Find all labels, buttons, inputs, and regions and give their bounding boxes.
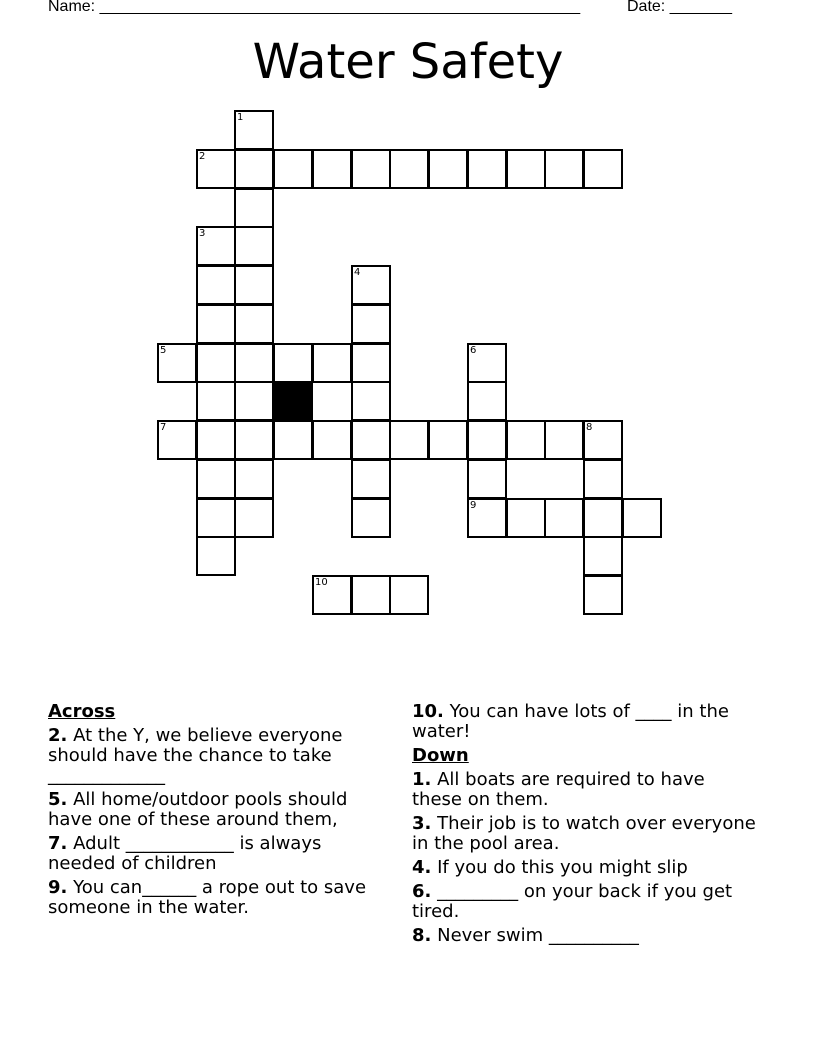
grid-cell[interactable] (234, 188, 274, 228)
grid-cell[interactable] (583, 575, 623, 615)
grid-cell[interactable] (467, 381, 507, 421)
clue-across-2: 2. At the Y, we believe everyone should have the chance to take _____________ (48, 725, 343, 786)
grid-cell[interactable] (544, 420, 584, 460)
across-heading: Across (48, 701, 116, 722)
grid-cell[interactable] (234, 459, 274, 499)
grid-cell[interactable] (312, 149, 352, 189)
grid-cell[interactable] (157, 343, 197, 383)
grid-cell[interactable] (389, 575, 429, 615)
clue-number: 2 (199, 151, 206, 162)
grid-cell[interactable] (351, 498, 391, 538)
grid-cell[interactable] (467, 420, 507, 460)
grid-cell[interactable] (196, 343, 236, 383)
page-title: Water Safety (252, 34, 564, 90)
grid-cell[interactable] (506, 498, 546, 538)
grid-cell[interactable] (467, 149, 507, 189)
grid-cell[interactable] (506, 149, 546, 189)
grid-cell[interactable] (196, 381, 236, 421)
grid-cell[interactable] (583, 420, 623, 460)
grid-cell[interactable] (428, 420, 468, 460)
clue-number: 4 (354, 267, 361, 278)
grid-cell[interactable] (351, 343, 391, 383)
grid-cell[interactable] (583, 536, 623, 576)
grid-cell[interactable] (351, 149, 391, 189)
grid-cell[interactable] (234, 381, 274, 421)
grid-cell[interactable] (234, 498, 274, 538)
grid-cell[interactable] (389, 149, 429, 189)
grid-cell[interactable] (273, 420, 313, 460)
grid-cell[interactable] (467, 343, 507, 383)
grid-cell[interactable] (196, 498, 236, 538)
grid-cell[interactable] (544, 149, 584, 189)
grid-cell[interactable] (312, 575, 352, 615)
grid-cell[interactable] (196, 265, 236, 305)
down-heading: Down (412, 745, 469, 766)
grid-cell[interactable] (234, 420, 274, 460)
grid-cell[interactable] (467, 498, 507, 538)
clue-number: 5 (160, 345, 167, 356)
grid-cell[interactable] (234, 304, 274, 344)
clue-number: 9 (470, 500, 477, 511)
grid-cell[interactable] (544, 498, 584, 538)
grid-cell[interactable] (196, 304, 236, 344)
grid-cell[interactable] (196, 420, 236, 460)
grid-cell[interactable] (234, 343, 274, 383)
grid-cell[interactable] (196, 226, 236, 266)
black-cell (273, 381, 313, 421)
grid-cell[interactable] (234, 265, 274, 305)
clue-number: 8 (586, 422, 593, 433)
clues-column-right (412, 702, 757, 950)
grid-cell[interactable] (428, 149, 468, 189)
grid-cell[interactable] (583, 459, 623, 499)
clue-across-7: 7. Adult ____________ is always needed of children (48, 833, 322, 874)
grid-cell[interactable] (467, 459, 507, 499)
clue-down-3: 3. Their job is to watch over everyone in the pool area. (412, 813, 756, 854)
grid-cell[interactable] (506, 420, 546, 460)
clue-number: 10 (315, 577, 328, 588)
grid-cell[interactable] (273, 343, 313, 383)
clue-number: 1 (237, 112, 244, 123)
clue-number: 6 (470, 345, 477, 356)
grid-cell[interactable] (312, 343, 352, 383)
grid-cell[interactable] (196, 149, 236, 189)
name-field-label: Name: ______________________________________________________ (48, 0, 581, 15)
grid-cell[interactable] (583, 149, 623, 189)
grid-cell[interactable] (196, 459, 236, 499)
grid-cell[interactable] (351, 304, 391, 344)
clue-number: 7 (160, 422, 167, 433)
grid-cell[interactable] (157, 420, 197, 460)
clues-column-left (48, 702, 393, 922)
grid-cell[interactable] (351, 420, 391, 460)
clue-across-5: 5. All home/outdoor pools should have one of these around them, (48, 789, 348, 830)
grid-cell[interactable] (234, 149, 274, 189)
grid-cell[interactable] (351, 575, 391, 615)
grid-cell[interactable] (234, 110, 274, 150)
grid-cell[interactable] (351, 381, 391, 421)
clue-down-8: 8. Never swim __________ (412, 925, 639, 946)
clue-down-4: 4. If you do this you might slip (412, 857, 688, 878)
grid-cell[interactable] (234, 226, 274, 266)
grid-cell[interactable] (622, 498, 662, 538)
clue-across-9: 9. You can______ a rope out to save someone in the water. (48, 877, 367, 918)
clue-down-1: 1. All boats are required to have these on them. (412, 769, 705, 810)
date-field-label: Date: _______ (627, 0, 732, 15)
grid-cell[interactable] (351, 265, 391, 305)
grid-cell[interactable] (196, 536, 236, 576)
grid-cell[interactable] (583, 498, 623, 538)
grid-cell[interactable] (351, 459, 391, 499)
clue-down-6: 6. _________ on your back if you get tired. (412, 881, 733, 922)
grid-cell[interactable] (389, 420, 429, 460)
clue-across-10: 10. You can have lots of ____ in the water! (412, 701, 729, 742)
grid-cell[interactable] (312, 420, 352, 460)
grid-cell[interactable] (273, 149, 313, 189)
clue-number: 3 (199, 228, 206, 239)
